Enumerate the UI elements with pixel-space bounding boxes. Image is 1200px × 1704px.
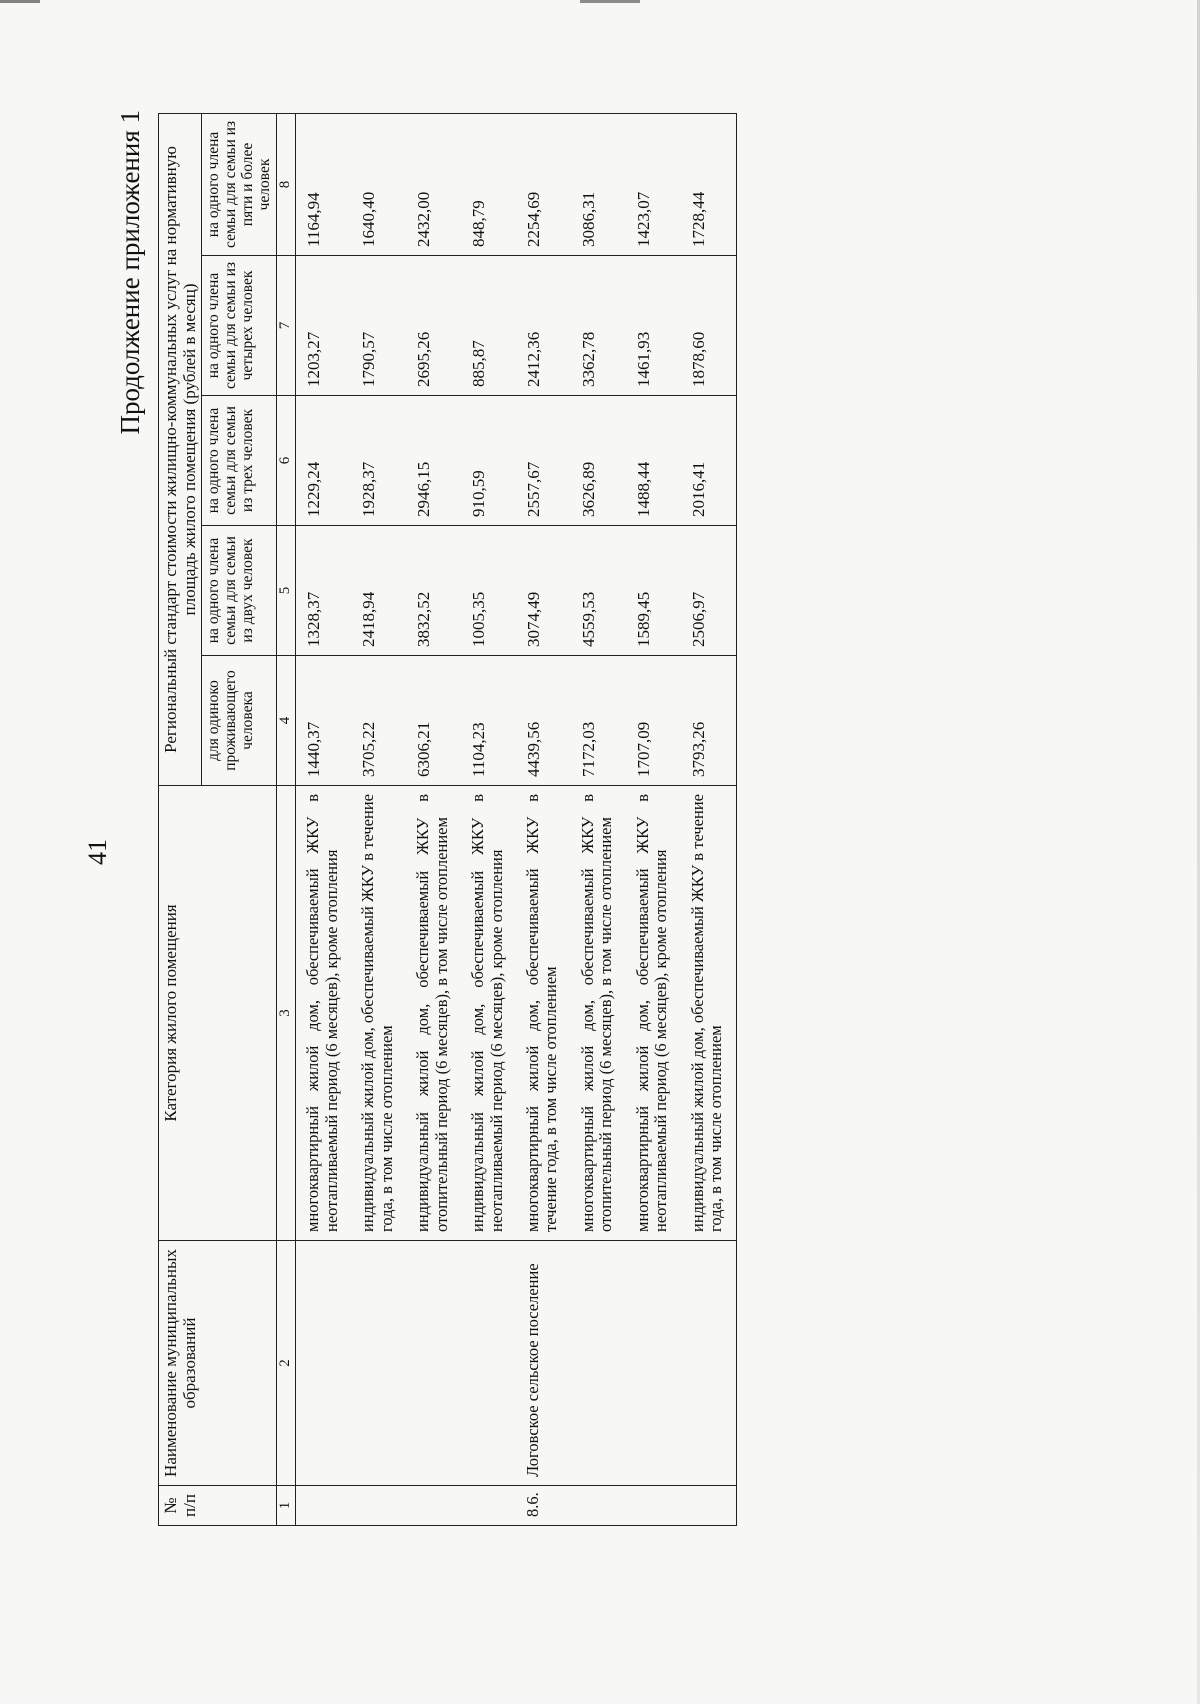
table-row (571, 113, 626, 1525)
value-family-2: 1589,45 (626, 526, 681, 656)
value-family-4: 1203,27 (296, 256, 351, 396)
value-family-5plus: 1164,94 (296, 113, 351, 255)
table-row (626, 113, 681, 1525)
value-family-5plus: 1728,44 (681, 113, 736, 255)
value-family-5plus: 1423,07 (626, 113, 681, 255)
row-municipality (351, 1241, 406, 1486)
col-number: 2 (277, 1241, 296, 1486)
row-number (626, 1486, 681, 1526)
row-municipality: Логовское сельское поселение (516, 1241, 571, 1486)
col-number: 4 (277, 656, 296, 786)
table-row (461, 113, 516, 1525)
page-number: 41 (83, 839, 112, 865)
value-single: 1440,37 (296, 656, 351, 786)
value-family-2: 1328,37 (296, 526, 351, 656)
value-single: 3793,26 (681, 656, 736, 786)
row-municipality (626, 1241, 681, 1486)
value-single: 1104,23 (461, 656, 516, 786)
row-number: 8.6. (516, 1486, 571, 1526)
header-category: Категория жилого помещения (159, 786, 277, 1241)
row-category: многоквартирный жилой дом, обеспечиваемый ЖКУ в неотапливаемый период (6 месяцев), кроме отопления (626, 786, 681, 1241)
value-family-2: 3074,49 (516, 526, 571, 656)
table-row (296, 113, 351, 1525)
value-family-2: 3832,52 (406, 526, 461, 656)
value-family-3: 2946,15 (406, 396, 461, 526)
value-family-4: 2695,26 (406, 256, 461, 396)
value-single: 1707,09 (626, 656, 681, 786)
row-municipality (681, 1241, 736, 1486)
value-family-4: 1790,57 (351, 256, 406, 396)
value-family-2: 1005,35 (461, 526, 516, 656)
row-number (461, 1486, 516, 1526)
row-municipality (571, 1241, 626, 1486)
row-number (406, 1486, 461, 1526)
header-sub-4: на одного члена семьи для семьи из четырех человек (202, 256, 277, 396)
row-category: индивидуальный жилой дом, обеспечиваемый ЖКУ в отопительный период (6 месяцев), в том числе отоплением (406, 786, 461, 1241)
col-number: 3 (277, 786, 296, 1241)
value-single: 4439,56 (516, 656, 571, 786)
header-sub-1: для одиноко проживающего человека (202, 656, 277, 786)
value-family-4: 1461,93 (626, 256, 681, 396)
row-municipality (296, 1241, 351, 1486)
table-row (681, 113, 736, 1525)
value-single: 3705,22 (351, 656, 406, 786)
col-number: 7 (277, 256, 296, 396)
value-family-5plus: 2254,69 (516, 113, 571, 255)
row-category: многоквартирный жилой дом, обеспечиваемый ЖКУ в отопительный период (6 месяцев), в том числе отоплением (571, 786, 626, 1241)
col-number: 1 (277, 1486, 296, 1526)
row-category: индивидуальный жилой дом, обеспечиваемый ЖКУ в неотапливаемый период (6 месяцев), кроме отопления (461, 786, 516, 1241)
header-standard: Региональный стандарт стоимости жилищно-коммунальных услуг на нормативную площадь жилого помещения (рублей в месяц) (159, 113, 202, 785)
value-family-2: 4559,53 (571, 526, 626, 656)
value-family-5plus: 848,79 (461, 113, 516, 255)
col-number: 8 (277, 113, 296, 255)
row-number (296, 1486, 351, 1526)
appendix-title: Продолжение приложения 1 (115, 110, 145, 435)
table-row (351, 113, 406, 1525)
value-family-3: 1488,44 (626, 396, 681, 526)
value-single: 7172,03 (571, 656, 626, 786)
row-category: индивидуальный жилой дом, обеспечиваемый ЖКУ в течение года, в том числе отоплением (681, 786, 736, 1241)
row-category: многоквартирный жилой дом, обеспечиваемый ЖКУ в неотапливаемый период (6 месяцев), кроме отопления (296, 786, 351, 1241)
row-number (571, 1486, 626, 1526)
header-municipality: Наименование муниципальных образований (159, 1241, 277, 1486)
row-municipality (406, 1241, 461, 1486)
row-category: многоквартирный жилой дом, обеспечиваемый ЖКУ в течение года, в том числе отоплением (516, 786, 571, 1241)
col-number: 6 (277, 396, 296, 526)
value-family-2: 2418,94 (351, 526, 406, 656)
tariff-table (158, 113, 737, 1526)
table-row (516, 113, 571, 1525)
value-family-3: 2016,41 (681, 396, 736, 526)
value-single: 6306,21 (406, 656, 461, 786)
row-category: индивидуальный жилой дом, обеспечиваемый ЖКУ в течение года, в том числе отоплением (351, 786, 406, 1241)
header-sub-3: на одного члена семьи для семьи из трех человек (202, 396, 277, 526)
value-family-3: 910,59 (461, 396, 516, 526)
value-family-3: 3626,89 (571, 396, 626, 526)
value-family-3: 2557,67 (516, 396, 571, 526)
value-family-4: 3362,78 (571, 256, 626, 396)
row-municipality (461, 1241, 516, 1486)
col-number: 5 (277, 526, 296, 656)
header-no: № п/п (159, 1486, 277, 1526)
header-sub-2: на одного члена семьи для семьи из двух человек (202, 526, 277, 656)
value-family-3: 1229,24 (296, 396, 351, 526)
header-sub-5: на одного члена семьи для семьи из пяти и более человек (202, 113, 277, 255)
row-number (681, 1486, 736, 1526)
value-family-4: 885,87 (461, 256, 516, 396)
value-family-3: 1928,37 (351, 396, 406, 526)
value-family-5plus: 2432,00 (406, 113, 461, 255)
value-family-2: 2506,97 (681, 526, 736, 656)
value-family-5plus: 3086,31 (571, 113, 626, 255)
row-number (351, 1486, 406, 1526)
value-family-4: 2412,36 (516, 256, 571, 396)
value-family-4: 1878,60 (681, 256, 736, 396)
table-row (406, 113, 461, 1525)
value-family-5plus: 1640,40 (351, 113, 406, 255)
